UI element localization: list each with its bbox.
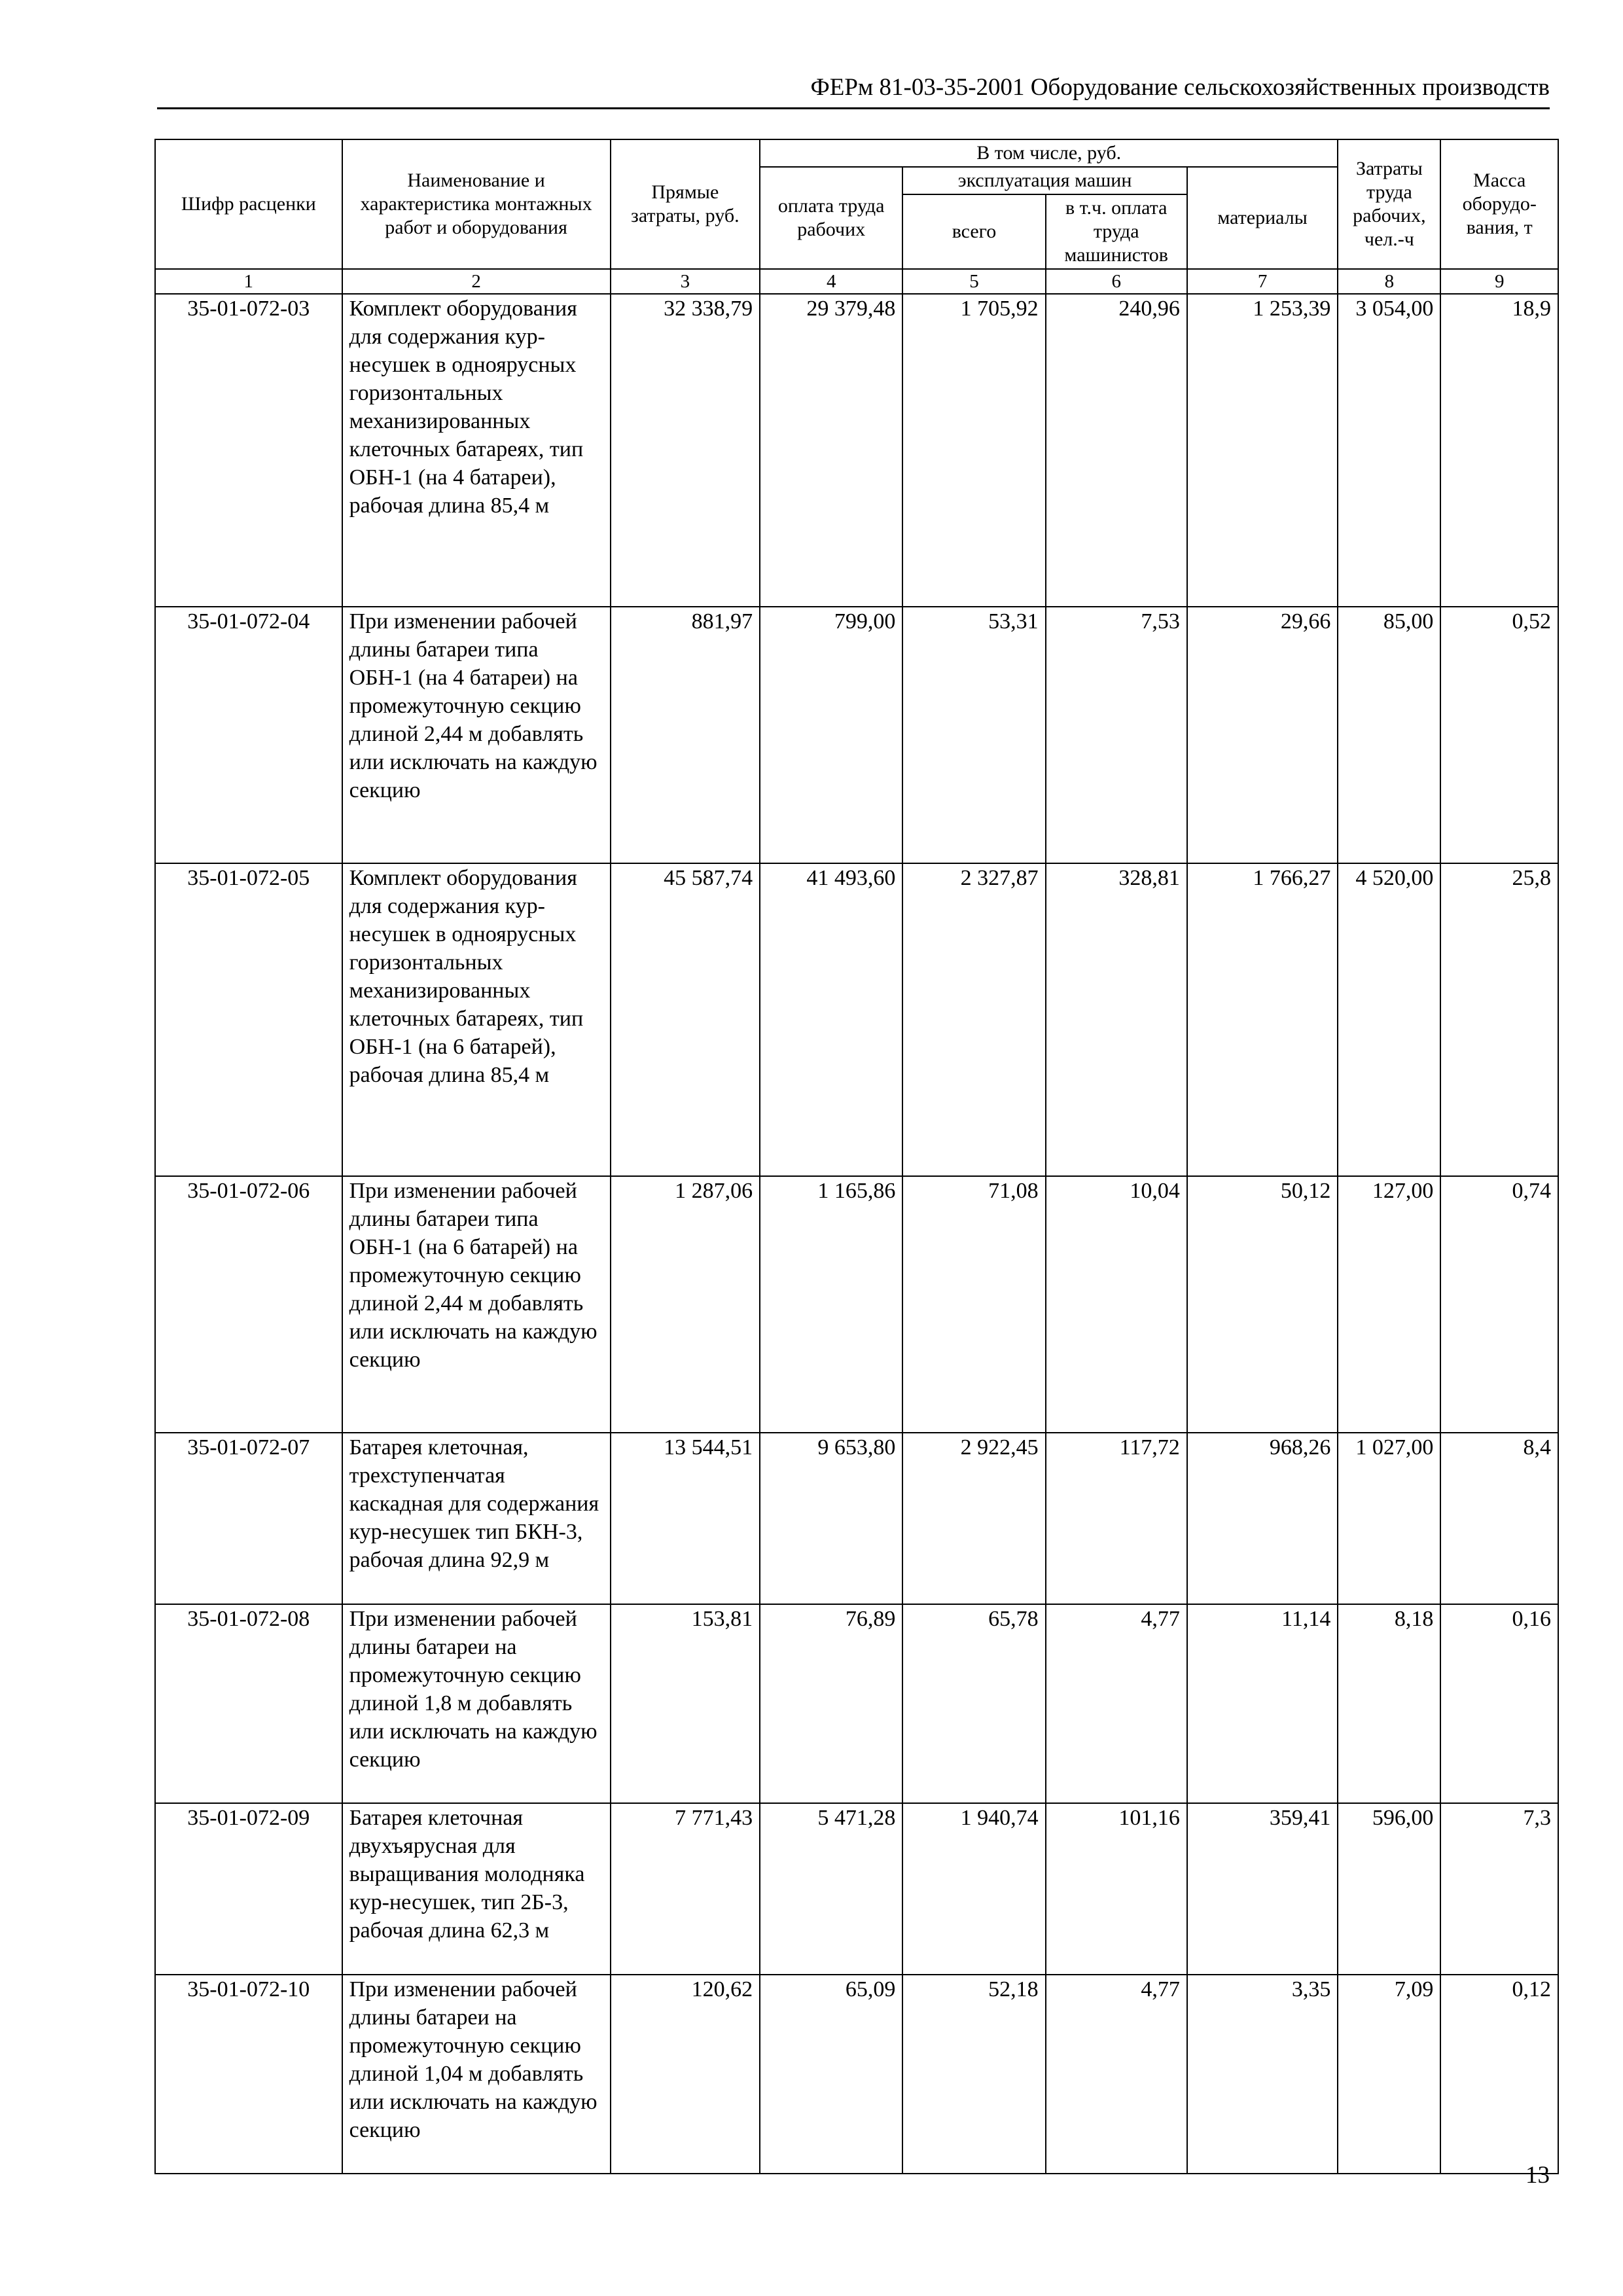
header-machinists-pay: в т.ч. оплата труда машинистов bbox=[1046, 194, 1187, 269]
header-name: Наименование и характеристика монтажных работ и оборудования bbox=[342, 139, 611, 269]
equipment-mass: 8,4 bbox=[1440, 1433, 1558, 1604]
work-description: При изменении рабочей длины батареи на промежуточную секцию длиной 1,8 м добавлять или исключать на каждую секцию bbox=[342, 1604, 611, 1803]
column-number: 8 bbox=[1338, 269, 1440, 294]
labor-pay: 41 493,60 bbox=[760, 863, 902, 1176]
materials: 1 766,27 bbox=[1187, 863, 1338, 1176]
column-number: 6 bbox=[1046, 269, 1187, 294]
materials: 29,66 bbox=[1187, 607, 1338, 863]
labor-cost: 8,18 bbox=[1338, 1604, 1440, 1803]
rate-code: 35-01-072-07 bbox=[155, 1433, 342, 1604]
header-machines: эксплуатация машин bbox=[902, 167, 1186, 194]
work-description: При изменении рабочей длины батареи на промежуточную секцию длиной 1,04 м добавлять или исключать на каждую секцию bbox=[342, 1975, 611, 2174]
labor-cost: 1 027,00 bbox=[1338, 1433, 1440, 1604]
work-description: Батарея клеточная, трехступенчатая каскадная для содержания кур-несушек тип БКН-3, рабочая длина 92,9 м bbox=[342, 1433, 611, 1604]
header-rule bbox=[157, 107, 1550, 109]
materials: 1 253,39 bbox=[1187, 294, 1338, 607]
materials: 3,35 bbox=[1187, 1975, 1338, 2174]
direct-costs: 153,81 bbox=[611, 1604, 760, 1803]
header-direct-costs: Прямые затраты, руб. bbox=[611, 139, 760, 269]
header-including: В том числе, руб. bbox=[760, 139, 1338, 167]
equipment-mass: 0,16 bbox=[1440, 1604, 1558, 1803]
column-number: 5 bbox=[902, 269, 1045, 294]
labor-cost: 7,09 bbox=[1338, 1975, 1440, 2174]
materials: 359,41 bbox=[1187, 1803, 1338, 1975]
table-row bbox=[155, 607, 1558, 863]
machines-total: 2 327,87 bbox=[902, 863, 1045, 1176]
rate-code: 35-01-072-10 bbox=[155, 1975, 342, 2174]
machinists-pay: 328,81 bbox=[1046, 863, 1187, 1176]
machinists-pay: 7,53 bbox=[1046, 607, 1187, 863]
equipment-mass: 0,52 bbox=[1440, 607, 1558, 863]
work-description: Батарея клеточная двухъярусная для выращивания молодняка кур-несушек, тип 2Б-3, рабочая длина 62,3 м bbox=[342, 1803, 611, 1975]
work-description: Комплект оборудования для содержания кур-несушек в одноярусных горизонтальных механизированных клеточных батареях, тип ОБН-1 (на 4 батареи), рабочая длина 85,4 м bbox=[342, 294, 611, 607]
machines-total: 1 705,92 bbox=[902, 294, 1045, 607]
materials: 968,26 bbox=[1187, 1433, 1338, 1604]
table-row bbox=[155, 1975, 1558, 2174]
header-labor-cost: Затраты труда рабочих, чел.-ч bbox=[1338, 139, 1440, 269]
table-row bbox=[155, 1433, 1558, 1604]
machinists-pay: 4,77 bbox=[1046, 1975, 1187, 2174]
rate-code: 35-01-072-04 bbox=[155, 607, 342, 863]
labor-cost: 596,00 bbox=[1338, 1803, 1440, 1975]
rate-code: 35-01-072-09 bbox=[155, 1803, 342, 1975]
machinists-pay: 240,96 bbox=[1046, 294, 1187, 607]
machinists-pay: 101,16 bbox=[1046, 1803, 1187, 1975]
header-machines-total: всего bbox=[902, 194, 1045, 269]
machines-total: 1 940,74 bbox=[902, 1803, 1045, 1975]
machines-total: 53,31 bbox=[902, 607, 1045, 863]
table-row bbox=[155, 863, 1558, 1176]
table-row bbox=[155, 294, 1558, 607]
table-row bbox=[155, 1803, 1558, 1975]
rate-code: 35-01-072-08 bbox=[155, 1604, 342, 1803]
machines-total: 2 922,45 bbox=[902, 1433, 1045, 1604]
column-number: 2 bbox=[342, 269, 611, 294]
direct-costs: 32 338,79 bbox=[611, 294, 760, 607]
labor-pay: 799,00 bbox=[760, 607, 902, 863]
labor-pay: 65,09 bbox=[760, 1975, 902, 2174]
machinists-pay: 4,77 bbox=[1046, 1604, 1187, 1803]
work-description: При изменении рабочей длины батареи типа ОБН-1 (на 4 батареи) на промежуточную секцию длиной 2,44 м добавлять или исключать на каждую секцию bbox=[342, 607, 611, 863]
header-labor-pay: оплата труда рабочих bbox=[760, 167, 902, 269]
page-number: 13 bbox=[1525, 2162, 1550, 2189]
column-number: 9 bbox=[1440, 269, 1558, 294]
equipment-mass: 0,74 bbox=[1440, 1176, 1558, 1433]
direct-costs: 881,97 bbox=[611, 607, 760, 863]
machines-total: 52,18 bbox=[902, 1975, 1045, 2174]
equipment-mass: 25,8 bbox=[1440, 863, 1558, 1176]
labor-pay: 76,89 bbox=[760, 1604, 902, 1803]
materials: 11,14 bbox=[1187, 1604, 1338, 1803]
labor-cost: 4 520,00 bbox=[1338, 863, 1440, 1176]
labor-pay: 29 379,48 bbox=[760, 294, 902, 607]
equipment-mass: 18,9 bbox=[1440, 294, 1558, 607]
table-row bbox=[155, 1604, 1558, 1803]
labor-pay: 1 165,86 bbox=[760, 1176, 902, 1433]
column-number: 4 bbox=[760, 269, 902, 294]
machines-total: 65,78 bbox=[902, 1604, 1045, 1803]
labor-cost: 127,00 bbox=[1338, 1176, 1440, 1433]
rates-table bbox=[154, 139, 1559, 2174]
header-mass: Масса оборудо-вания, т bbox=[1440, 139, 1558, 269]
direct-costs: 1 287,06 bbox=[611, 1176, 760, 1433]
equipment-mass: 7,3 bbox=[1440, 1803, 1558, 1975]
machinists-pay: 117,72 bbox=[1046, 1433, 1187, 1604]
direct-costs: 13 544,51 bbox=[611, 1433, 760, 1604]
direct-costs: 120,62 bbox=[611, 1975, 760, 2174]
header-materials: материалы bbox=[1187, 167, 1338, 269]
header-code: Шифр расценки bbox=[155, 139, 342, 269]
machinists-pay: 10,04 bbox=[1046, 1176, 1187, 1433]
page-header-title: ФЕРм 81-03-35-2001 Оборудование сельскохозяйственных производств bbox=[810, 74, 1550, 101]
column-number: 7 bbox=[1187, 269, 1338, 294]
work-description: Комплект оборудования для содержания кур-несушек в одноярусных горизонтальных механизированных клеточных батареях, тип ОБН-1 (на 6 батарей), рабочая длина 85,4 м bbox=[342, 863, 611, 1176]
labor-cost: 3 054,00 bbox=[1338, 294, 1440, 607]
materials: 50,12 bbox=[1187, 1176, 1338, 1433]
rate-code: 35-01-072-03 bbox=[155, 294, 342, 607]
direct-costs: 7 771,43 bbox=[611, 1803, 760, 1975]
work-description: При изменении рабочей длины батареи типа ОБН-1 (на 6 батарей) на промежуточную секцию длиной 2,44 м добавлять или исключать на каждую секцию bbox=[342, 1176, 611, 1433]
equipment-mass: 0,12 bbox=[1440, 1975, 1558, 2174]
column-number: 3 bbox=[611, 269, 760, 294]
rate-code: 35-01-072-05 bbox=[155, 863, 342, 1176]
column-number: 1 bbox=[155, 269, 342, 294]
direct-costs: 45 587,74 bbox=[611, 863, 760, 1176]
table-row bbox=[155, 1176, 1558, 1433]
machines-total: 71,08 bbox=[902, 1176, 1045, 1433]
labor-pay: 5 471,28 bbox=[760, 1803, 902, 1975]
rate-code: 35-01-072-06 bbox=[155, 1176, 342, 1433]
labor-pay: 9 653,80 bbox=[760, 1433, 902, 1604]
labor-cost: 85,00 bbox=[1338, 607, 1440, 863]
